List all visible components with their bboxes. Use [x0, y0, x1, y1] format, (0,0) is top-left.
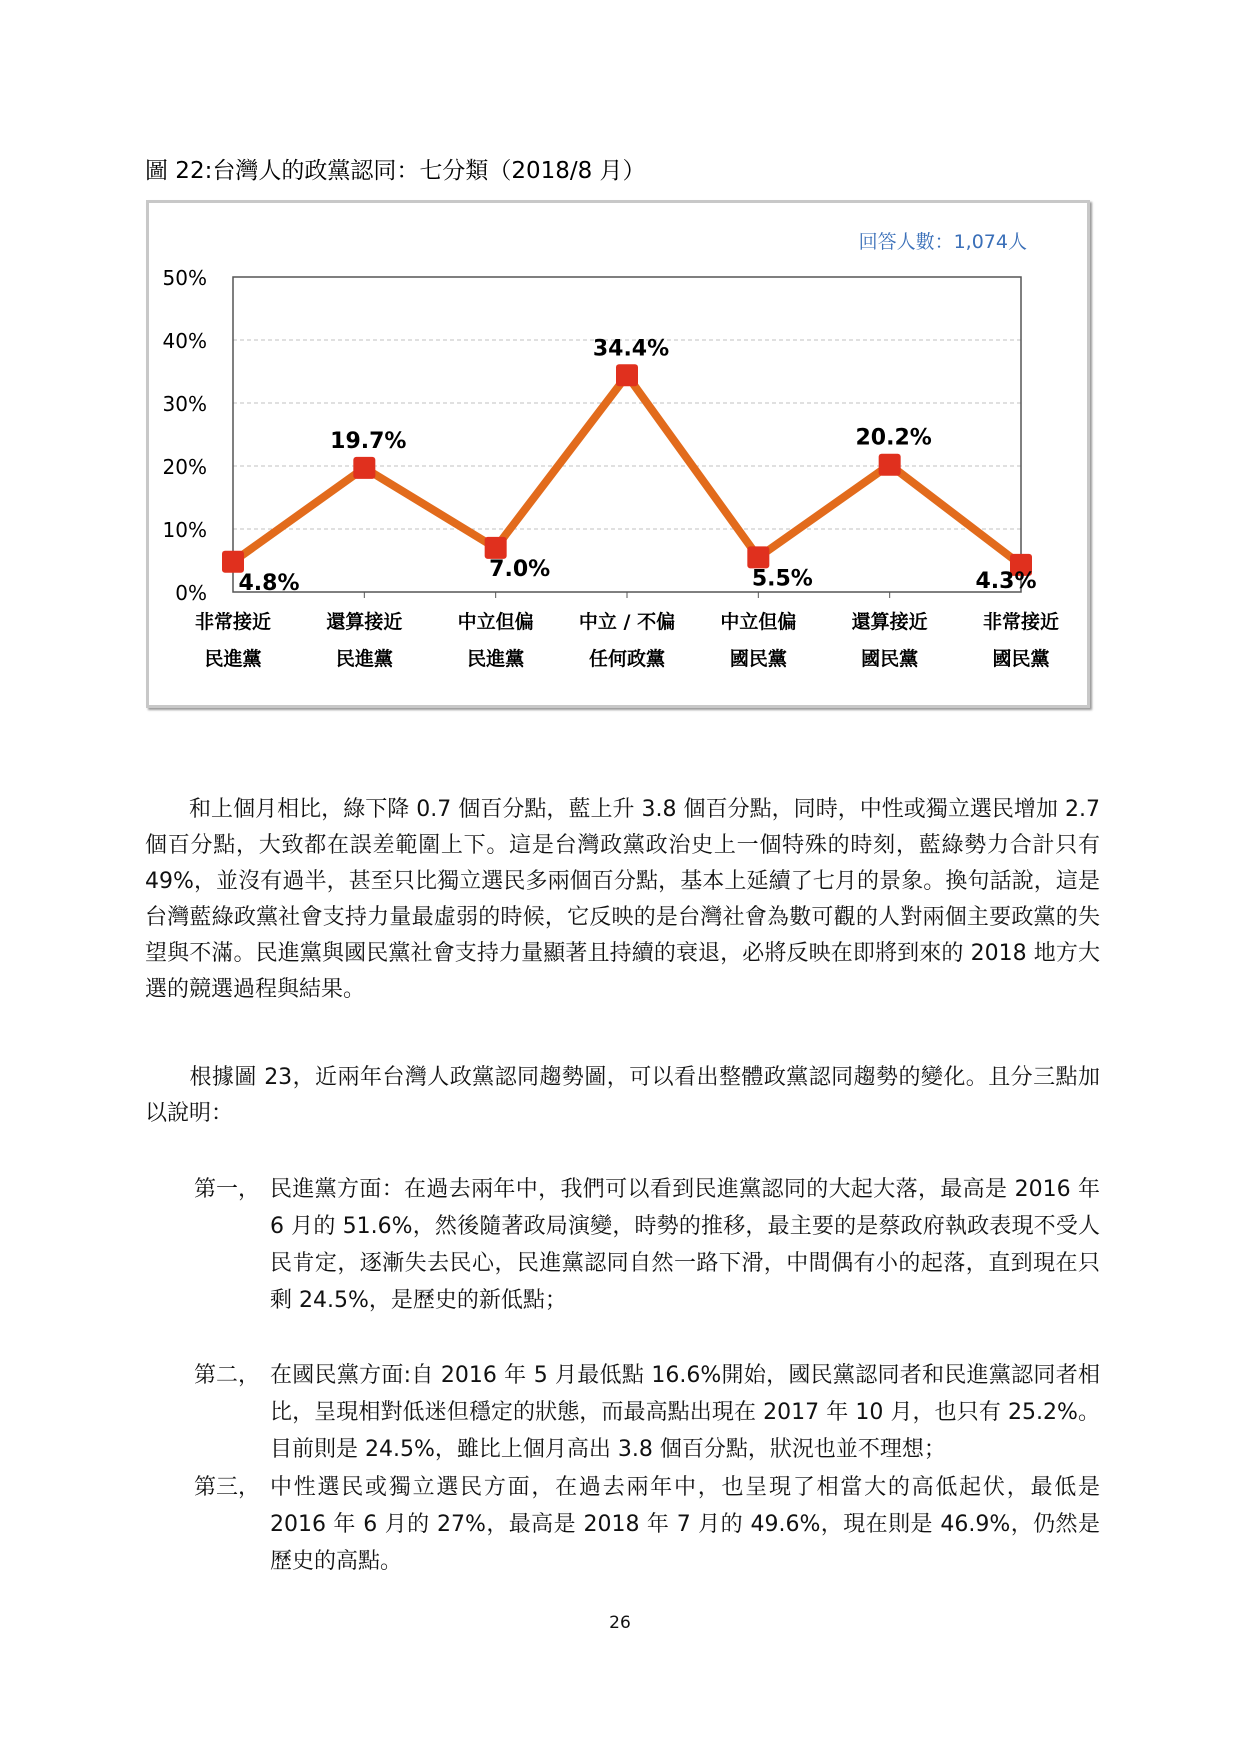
data-label: 20.2%: [855, 425, 932, 451]
page-number: 26: [609, 1613, 631, 1633]
list-item-3-text: 中性選民或獨立選民方面，在過去兩年中，也呈現了相當大的高低起伏，最低是 2016 年 6 月的 27%，最高是 2018 年 7 月的 49.6%，現在則是 46.9%，仍然是歷史的高點。: [270, 1475, 1100, 1574]
data-label: 19.7%: [330, 428, 407, 454]
list-item-2-text: 在國民黨方面:自 2016 年 5 月最低點 16.6%開始，國民黨認同者和民進黨認同者相比，呈現相對低迷但穩定的狀態，而最高點出現在 2017 年 10 月，也只有 25.2%。目前則是 24.5%，雖比上個月高出 3.8 個百分點，狀況也並不理想；: [270, 1363, 1100, 1462]
paragraph-1-text: 和上個月相比，綠下降 0.7 個百分點，藍上升 3.8 個百分點，同時，中性或獨立選民增加 2.7 個百分點，大致都在誤差範圍上下。這是台灣政黨政治史上一個特殊的時刻，藍綠勢力合計只有 49%，並沒有過半，甚至只比獨立選民多兩個百分點，基本上延續了七月的景象。換句話說，這是台灣藍綠政黨社會支持力量最虛弱的時候，它反映的是台灣社會為數可觀的人對兩個主要政黨的失望與不滿。民進黨與國民黨社會支持力量顯著且持續的衰退，必將反映在即將到來的 2018 地方大選的競選過程與結果。: [145, 797, 1100, 1002]
x-category-label-line2: 民進黨: [335, 648, 393, 670]
list-item-1-lead: 第一，: [194, 1177, 261, 1202]
x-category-label-line2: 民進黨: [204, 648, 262, 670]
x-category-label-line2: 民進黨: [467, 648, 525, 670]
paragraph-2-text: 根據圖 23，近兩年台灣人政黨認同趨勢圖，可以看出整體政黨認同趨勢的變化。且分三點加以說明：: [145, 1065, 1100, 1126]
x-category-label-line1: 還算接近: [851, 611, 928, 633]
y-tick-label: 0%: [175, 581, 207, 605]
data-point: [747, 546, 769, 568]
list-item-1: [194, 1171, 1100, 1319]
y-tick-label: 50%: [162, 266, 207, 290]
list-item-1-text: 民進黨方面：在過去兩年中，我們可以看到民進黨認同的大起大落，最高是 2016 年 6 月的 51.6%，然後隨著政局演變，時勢的推移，最主要的是蔡政府執政表現不受人民肯定，逐漸失去民心，民進黨認同自然一路下滑，中間偶有小的起落，直到現在只剩 24.5%，是歷史的新低點；: [270, 1177, 1100, 1313]
data-label: 5.5%: [751, 566, 813, 592]
y-tick-label: 40%: [162, 329, 207, 353]
list-item-2-lead: 第二，: [194, 1363, 261, 1388]
data-point: [485, 537, 507, 559]
paragraph-2: [145, 1060, 1100, 1132]
series-line: [233, 375, 1021, 565]
line-chart: [149, 203, 1087, 705]
y-tick-label: 20%: [162, 455, 207, 479]
x-category-label-line1: 中立但偏: [457, 611, 534, 633]
x-category-label-line1: 還算接近: [326, 611, 403, 633]
respondent-count-annotation: 回答人數：1,074人: [858, 231, 1027, 253]
figure-title: 圖 22:台灣人的政黨認同：七分類（2018/8 月）: [145, 158, 646, 184]
list-item-2: [194, 1357, 1100, 1468]
x-category-label-line1: 非常接近: [982, 611, 1060, 633]
list-item-3-lead: 第三，: [194, 1475, 261, 1500]
chart-frame: [146, 200, 1090, 708]
list-item-3: [194, 1469, 1100, 1580]
x-category-label-line2: 國民黨: [729, 648, 787, 670]
y-tick-label: 10%: [162, 518, 207, 542]
x-category-label-line1: 中立 / 不偏: [578, 611, 676, 633]
x-category-label-line2: 任何政黨: [588, 648, 666, 670]
data-label: 4.8%: [238, 570, 300, 596]
data-point: [879, 454, 901, 476]
x-category-label-line2: 國民黨: [992, 648, 1050, 670]
x-category-label-line1: 中立但偏: [720, 611, 797, 633]
data-label: 34.4%: [592, 336, 670, 362]
x-category-label-line2: 國民黨: [861, 648, 919, 670]
y-tick-label: 30%: [162, 392, 207, 416]
paragraph-1: [145, 792, 1100, 1008]
data-label: 4.3%: [975, 568, 1037, 594]
data-label: 7.0%: [489, 556, 551, 582]
data-point: [353, 457, 375, 479]
data-point: [616, 364, 638, 386]
x-category-label-line1: 非常接近: [194, 611, 272, 633]
data-point: [222, 551, 244, 573]
